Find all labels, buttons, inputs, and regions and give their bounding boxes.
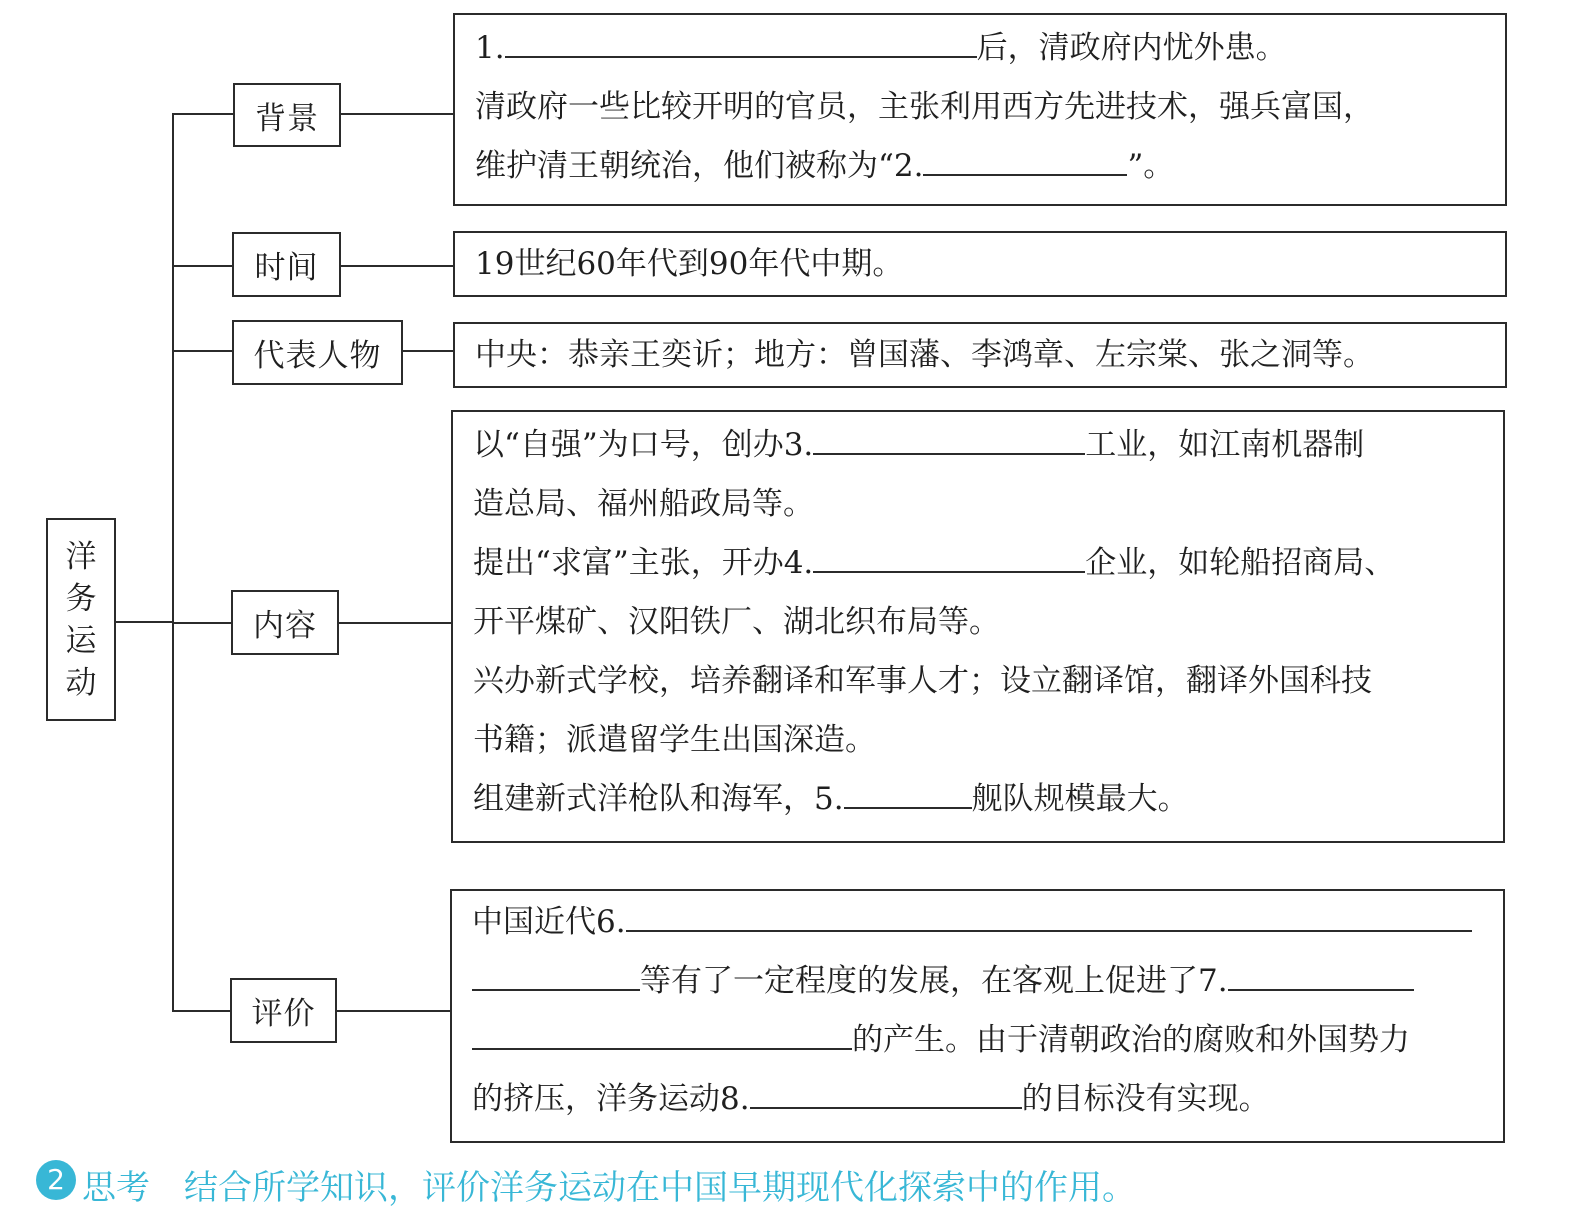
root-connector <box>116 621 174 623</box>
evaluation-line-4-head: 的挤压，洋务运动8. <box>472 1081 750 1117</box>
root-char: 务 <box>65 580 97 617</box>
thinking-prompt <box>36 1160 1436 1208</box>
branch-background-left <box>172 113 234 115</box>
branch-evaluation-right <box>336 1010 452 1012</box>
category-background-label: 背景 <box>255 100 319 137</box>
content-line-7-head: 组建新式洋枪队和海军，5. <box>473 781 844 817</box>
evaluation-line-2 <box>472 952 1503 1011</box>
branch-figures-left <box>172 350 234 352</box>
background-line-3-tail: ”。 <box>1127 148 1175 184</box>
root-char: 运 <box>65 622 97 659</box>
figures-box <box>453 322 1507 388</box>
evaluation-box <box>450 889 1505 1143</box>
root-node <box>46 518 116 721</box>
blank-2[interactable] <box>923 140 1127 176</box>
background-line-1-tail: 后，清政府内忧外患。 <box>976 30 1287 66</box>
evaluation-line-2-text: 等有了一定程度的发展，在客观上促进了7. <box>640 963 1228 999</box>
branch-content-left <box>172 622 234 624</box>
content-line-6: 书籍；派遣留学生出国深造。 <box>473 722 876 758</box>
evaluation-line-3-tail: 的产生。由于清朝政治的腐败和外国势力 <box>852 1022 1410 1058</box>
root-char: 洋 <box>65 538 97 575</box>
content-line-7 <box>473 770 1503 829</box>
figures-text: 中央：恭亲王奕䜣；地方：曾国藩、李鸿章、左宗棠、张之洞等。 <box>475 337 1374 373</box>
category-content <box>231 590 339 655</box>
category-evaluation-label: 评价 <box>251 996 316 1032</box>
background-line-3-head: 维护清王朝统治，他们被称为“2. <box>475 148 924 184</box>
branch-figures-right <box>402 350 456 352</box>
trunk-line <box>172 113 174 1012</box>
blank-number-1: 1. <box>475 30 505 66</box>
background-line-1 <box>475 19 1505 78</box>
category-figures-label: 代表人物 <box>253 338 382 374</box>
blank-5[interactable] <box>844 773 972 809</box>
blank-4[interactable] <box>813 537 1085 573</box>
branch-background-right <box>340 113 456 115</box>
blank-6-continued[interactable] <box>472 955 640 991</box>
category-time-label: 时间 <box>254 250 319 286</box>
evaluation-line-4 <box>472 1070 1503 1129</box>
category-background <box>233 83 341 147</box>
blank-1[interactable] <box>505 22 977 58</box>
blank-8[interactable] <box>750 1073 1022 1109</box>
content-line-1 <box>473 416 1503 475</box>
branch-evaluation-left <box>172 1010 234 1012</box>
content-line-1-tail: 工业，如江南机器制 <box>1085 427 1365 463</box>
branch-time-left <box>172 265 234 267</box>
content-box <box>451 410 1505 843</box>
time-box <box>453 231 1507 297</box>
thinking-prompt-text: 思考 结合所学知识，评价洋务运动在中国早期现代化探索中的作用。 <box>82 1168 1136 1208</box>
blank-7[interactable] <box>1228 955 1414 991</box>
evaluation-line-1-head: 中国近代6. <box>472 904 626 940</box>
content-line-2: 造总局、福州船政局等。 <box>473 486 814 522</box>
content-line-4: 开平煤矿、汉阳铁厂、湖北织布局等。 <box>473 604 1000 640</box>
root-char: 动 <box>65 664 97 701</box>
branch-content-right <box>338 622 454 624</box>
background-line-3 <box>475 137 1505 196</box>
category-figures <box>232 320 403 385</box>
evaluation-line-4-tail: 的目标没有实现。 <box>1021 1081 1270 1117</box>
category-time <box>232 232 341 297</box>
background-box <box>453 13 1507 206</box>
evaluation-line-1 <box>472 893 1503 952</box>
evaluation-line-3 <box>472 1011 1503 1070</box>
time-text: 19世纪60年代到90年代中期。 <box>475 246 904 282</box>
blank-6[interactable] <box>626 896 1472 932</box>
category-content-label: 内容 <box>253 608 317 644</box>
branch-time-right <box>340 265 456 267</box>
content-line-1-head: 以“自强”为口号，创办3. <box>473 427 814 463</box>
content-line-3 <box>473 534 1503 593</box>
content-line-3-tail: 企业，如轮船招商局、 <box>1085 545 1396 581</box>
blank-3[interactable] <box>813 419 1085 455</box>
category-evaluation <box>230 978 337 1043</box>
blank-7-continued[interactable] <box>472 1014 852 1050</box>
background-line-2: 清政府一些比较开明的官员，主张利用西方先进技术，强兵富国， <box>475 89 1374 125</box>
content-line-3-head: 提出“求富”主张，开办4. <box>473 545 814 581</box>
content-line-7-tail: 舰队规模最大。 <box>971 781 1189 817</box>
content-line-5: 兴办新式学校，培养翻译和军事人才；设立翻译馆，翻译外国科技 <box>473 663 1372 699</box>
question-badge: 2 <box>36 1160 76 1200</box>
